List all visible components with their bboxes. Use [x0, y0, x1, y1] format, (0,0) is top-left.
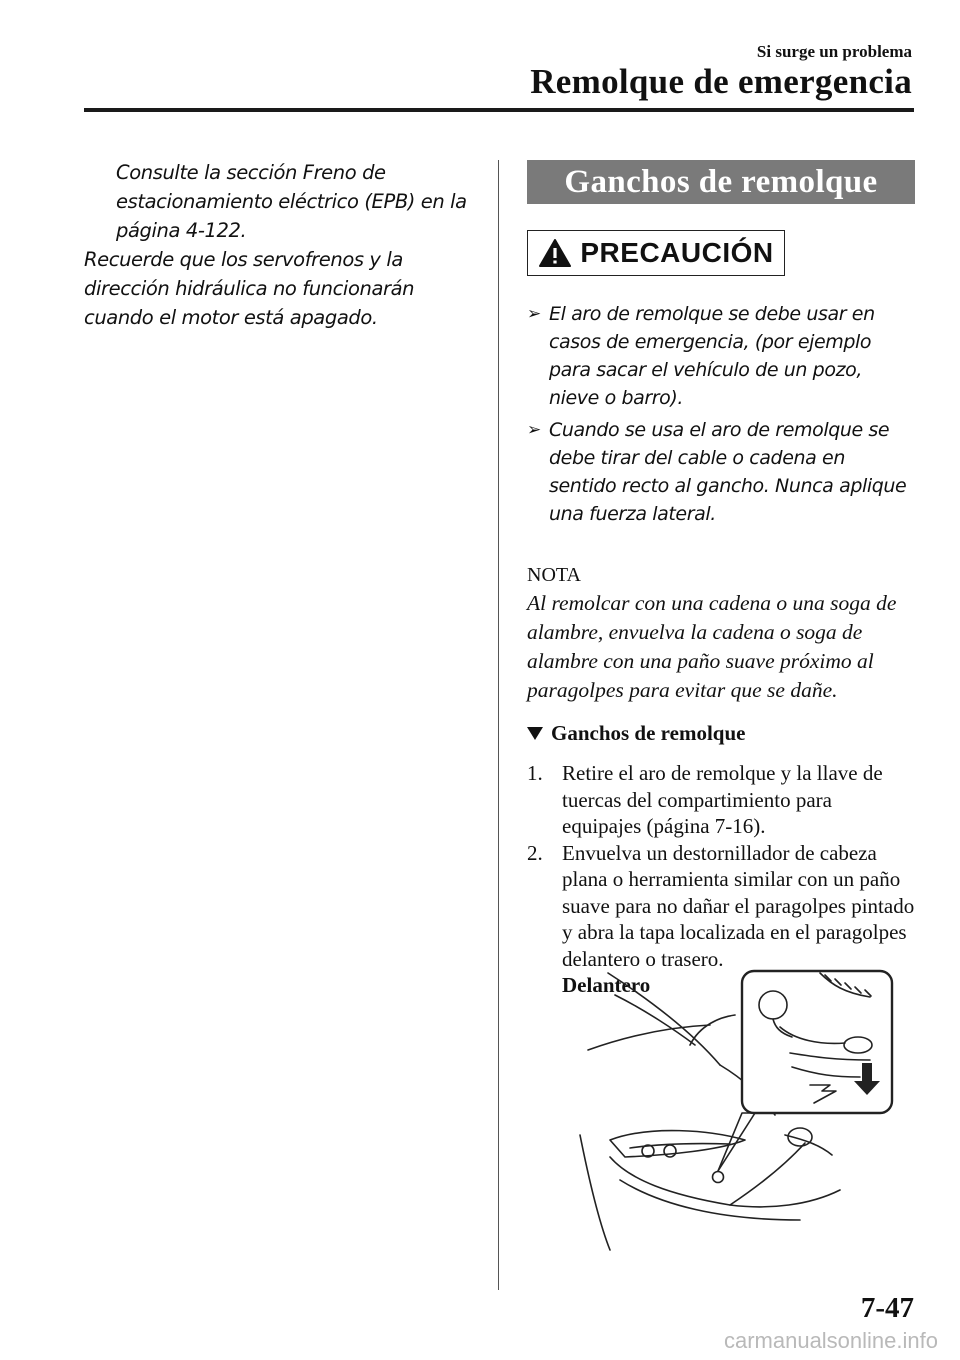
watermark: carmanualsonline.info	[723, 1328, 938, 1353]
arrow-bullet-icon: ➢	[527, 420, 541, 440]
section-banner: Ganchos de remolque	[527, 160, 915, 204]
column-divider	[498, 160, 499, 1290]
front-bumper-illustration	[570, 965, 900, 1255]
step-item	[527, 840, 915, 973]
subsection-heading	[527, 721, 915, 746]
header-rule	[84, 108, 914, 112]
nota-heading: NOTA	[527, 564, 581, 586]
step-number: 1.	[527, 761, 543, 785]
triangle-down-icon	[527, 727, 543, 740]
arrow-bullet-icon: ➢	[527, 304, 541, 324]
caution-label: PRECAUCIÓN	[580, 237, 774, 268]
header-section: Si surge un problema	[756, 42, 912, 61]
caution-item-text: Cuando se usa el aro de remolque se debe tirar del cable o cadena en sentido recto al gancho. Nunca aplique una fuerza lateral.	[549, 419, 907, 525]
page-number: 7-47	[860, 1292, 914, 1324]
subsection-title: Ganchos de remolque	[551, 721, 746, 745]
left-paragraph: Recuerde que los servofrenos y la dirección hidráulica no funcionarán cuando el motor está apagado.	[84, 248, 415, 329]
figure-label: Delantero	[562, 973, 651, 997]
caution-box	[527, 230, 785, 276]
left-column	[84, 158, 479, 332]
step-text: Retire el aro de remolque y la llave de tuercas del compartimiento para equipajes (página 7-16).	[562, 761, 883, 838]
step-number: 2.	[527, 840, 543, 865]
right-column	[527, 160, 915, 999]
caution-list	[527, 300, 915, 528]
caution-item	[527, 300, 915, 412]
caution-item-text: El aro de remolque se debe usar en casos de emergencia, (por ejemplo para sacar el vehículo de un pozo, nieve o barro).	[549, 303, 875, 409]
step-item	[527, 760, 915, 840]
step-list	[527, 760, 915, 972]
caution-item	[527, 416, 915, 528]
page-title: Remolque de emergencia	[530, 62, 912, 101]
nota-text: Al remolcar con una cadena o una soga de alambre, envuelva la cadena o soga de alambre con una paño suave próximo al paragolpes para evitar que se dañe.	[527, 591, 897, 702]
warning-triangle-icon	[538, 238, 572, 268]
step-text: Envuelva un destornillador de cabeza plana o herramienta similar con un paño suave para no dañar el paragolpes pintado y abra la tapa localizada en el paragolpes delantero o trasero.	[562, 840, 915, 971]
indented-note: Consulte la sección Freno de estacionamiento eléctrico (EPB) en la página 4-122.	[116, 161, 467, 242]
